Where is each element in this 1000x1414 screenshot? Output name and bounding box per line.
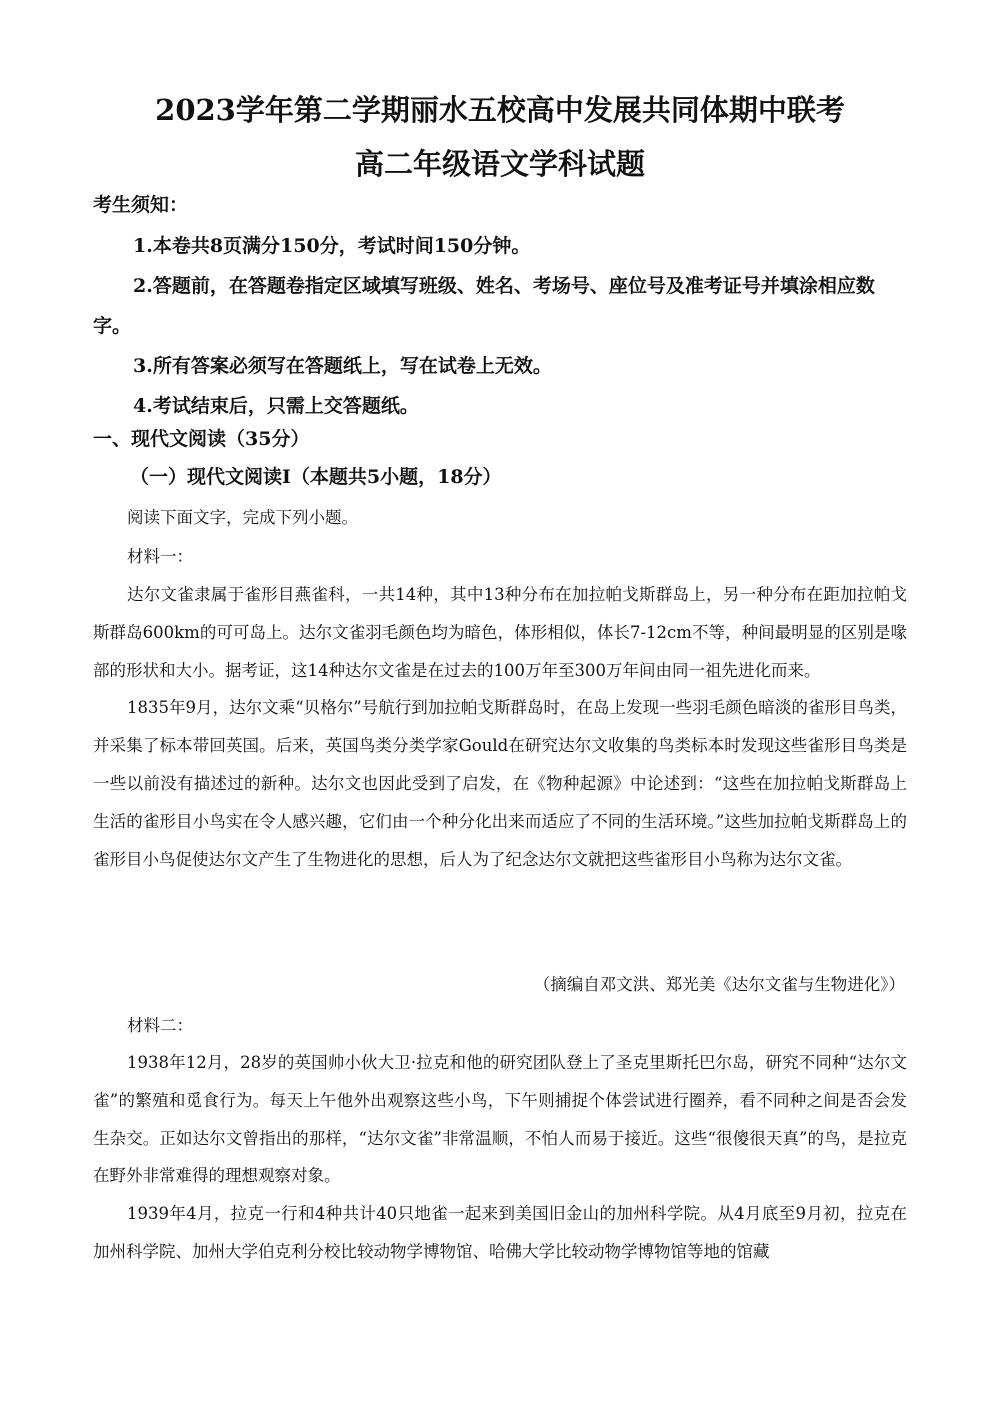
section-subtitle: （一）现代文阅读Ⅰ（本题共5小题，18分） (130, 466, 502, 488)
instruction: 阅读下面文字，完成下列小题。 (127, 508, 358, 527)
paragraph: 1938年12月，28岁的英国帅小伙大卫·拉克和他的研究团队登上了圣克里斯托巴尔岛，研究不同种“达尔文雀”的繁殖和觅食行为。每天上午他外出观察这些小鸟，下午则捕捉个体尝试进行圈养，看不同种之间是否会发生杂交。正如达尔文曾指出的那样，“达尔文雀”非常温顺，不怕人而易于接近。这些“很傻很天真”的鸟，是拉克在野外非常难得的理想观察对象。 (93, 1053, 907, 1186)
notice-heading: 考生须知： (93, 194, 189, 216)
material1-source: （摘编自邓文洪、郑光美《达尔文雀与生物进化》） (533, 975, 905, 994)
exam-subtitle: 高二年级语文学科试题 (354, 147, 645, 181)
notice-item: 2.答题前，在答题卷指定区域填写班级、姓名、考场号、座位号及准考证号并填涂相应数字。 (93, 275, 875, 337)
material1-label: 材料一： (127, 547, 193, 566)
notice-item: 4.考试结束后，只需上交答题纸。 (133, 395, 419, 417)
material1-body (93, 576, 907, 878)
exam-title: 2023学年第二学期丽水五校高中发展共同体期中联考 (155, 93, 845, 127)
notice-item: 3.所有答案必须写在答题纸上，写在试卷上无效。 (133, 355, 552, 377)
paragraph: 1939年4月，拉克一行和4种共计40只地雀一起来到美国旧金山的加州科学院。从4月底至9月初，拉克在加州科学院、加州大学伯克利分校比较动物学博物馆、哈佛大学比较动物学博物馆等地的馆藏 (93, 1204, 907, 1261)
notice-list (93, 226, 911, 426)
material2-body (93, 1044, 907, 1271)
paragraph: 达尔文雀隶属于雀形目燕雀科，一共14种，其中13种分布在加拉帕戈斯群岛上，另一种分布在距加拉帕戈斯群岛600km的可可岛上。达尔文雀羽毛颜色均为暗色，体形相似，体长7-12cm不等，种间最明显的区别是喙部的形状和大小。据考证，这14种达尔文雀是在过去的100万年至300万年间由同一祖先进化而来。 (93, 585, 907, 680)
paragraph: 1835年9月，达尔文乘“贝格尔”号航行到加拉帕戈斯群岛时，在岛上发现一些羽毛颜色暗淡的雀形目鸟类，并采集了标本带回英国。后来，英国鸟类分类学家Gould在研究达尔文收集的鸟类标本时发现这些雀形目鸟类是一些以前没有描述过的新种。达尔文也因此受到了启发，在《物种起源》中论述到：“这些在加拉帕戈斯群岛上生活的雀形目小鸟实在令人感兴趣，它们由一个种分化出来而适应了不同的生活环境。”这些加拉帕戈斯群岛上的雀形目小鸟促使达尔文产生了生物进化的思想，后人为了纪念达尔文就把这些雀形目小鸟称为达尔文雀。 (93, 698, 907, 869)
material2-label: 材料二： (127, 1016, 193, 1035)
section-title: 一、现代文阅读（35分） (93, 428, 310, 450)
notice-item: 1.本卷共8页满分150分，考试时间150分钟。 (133, 235, 531, 257)
